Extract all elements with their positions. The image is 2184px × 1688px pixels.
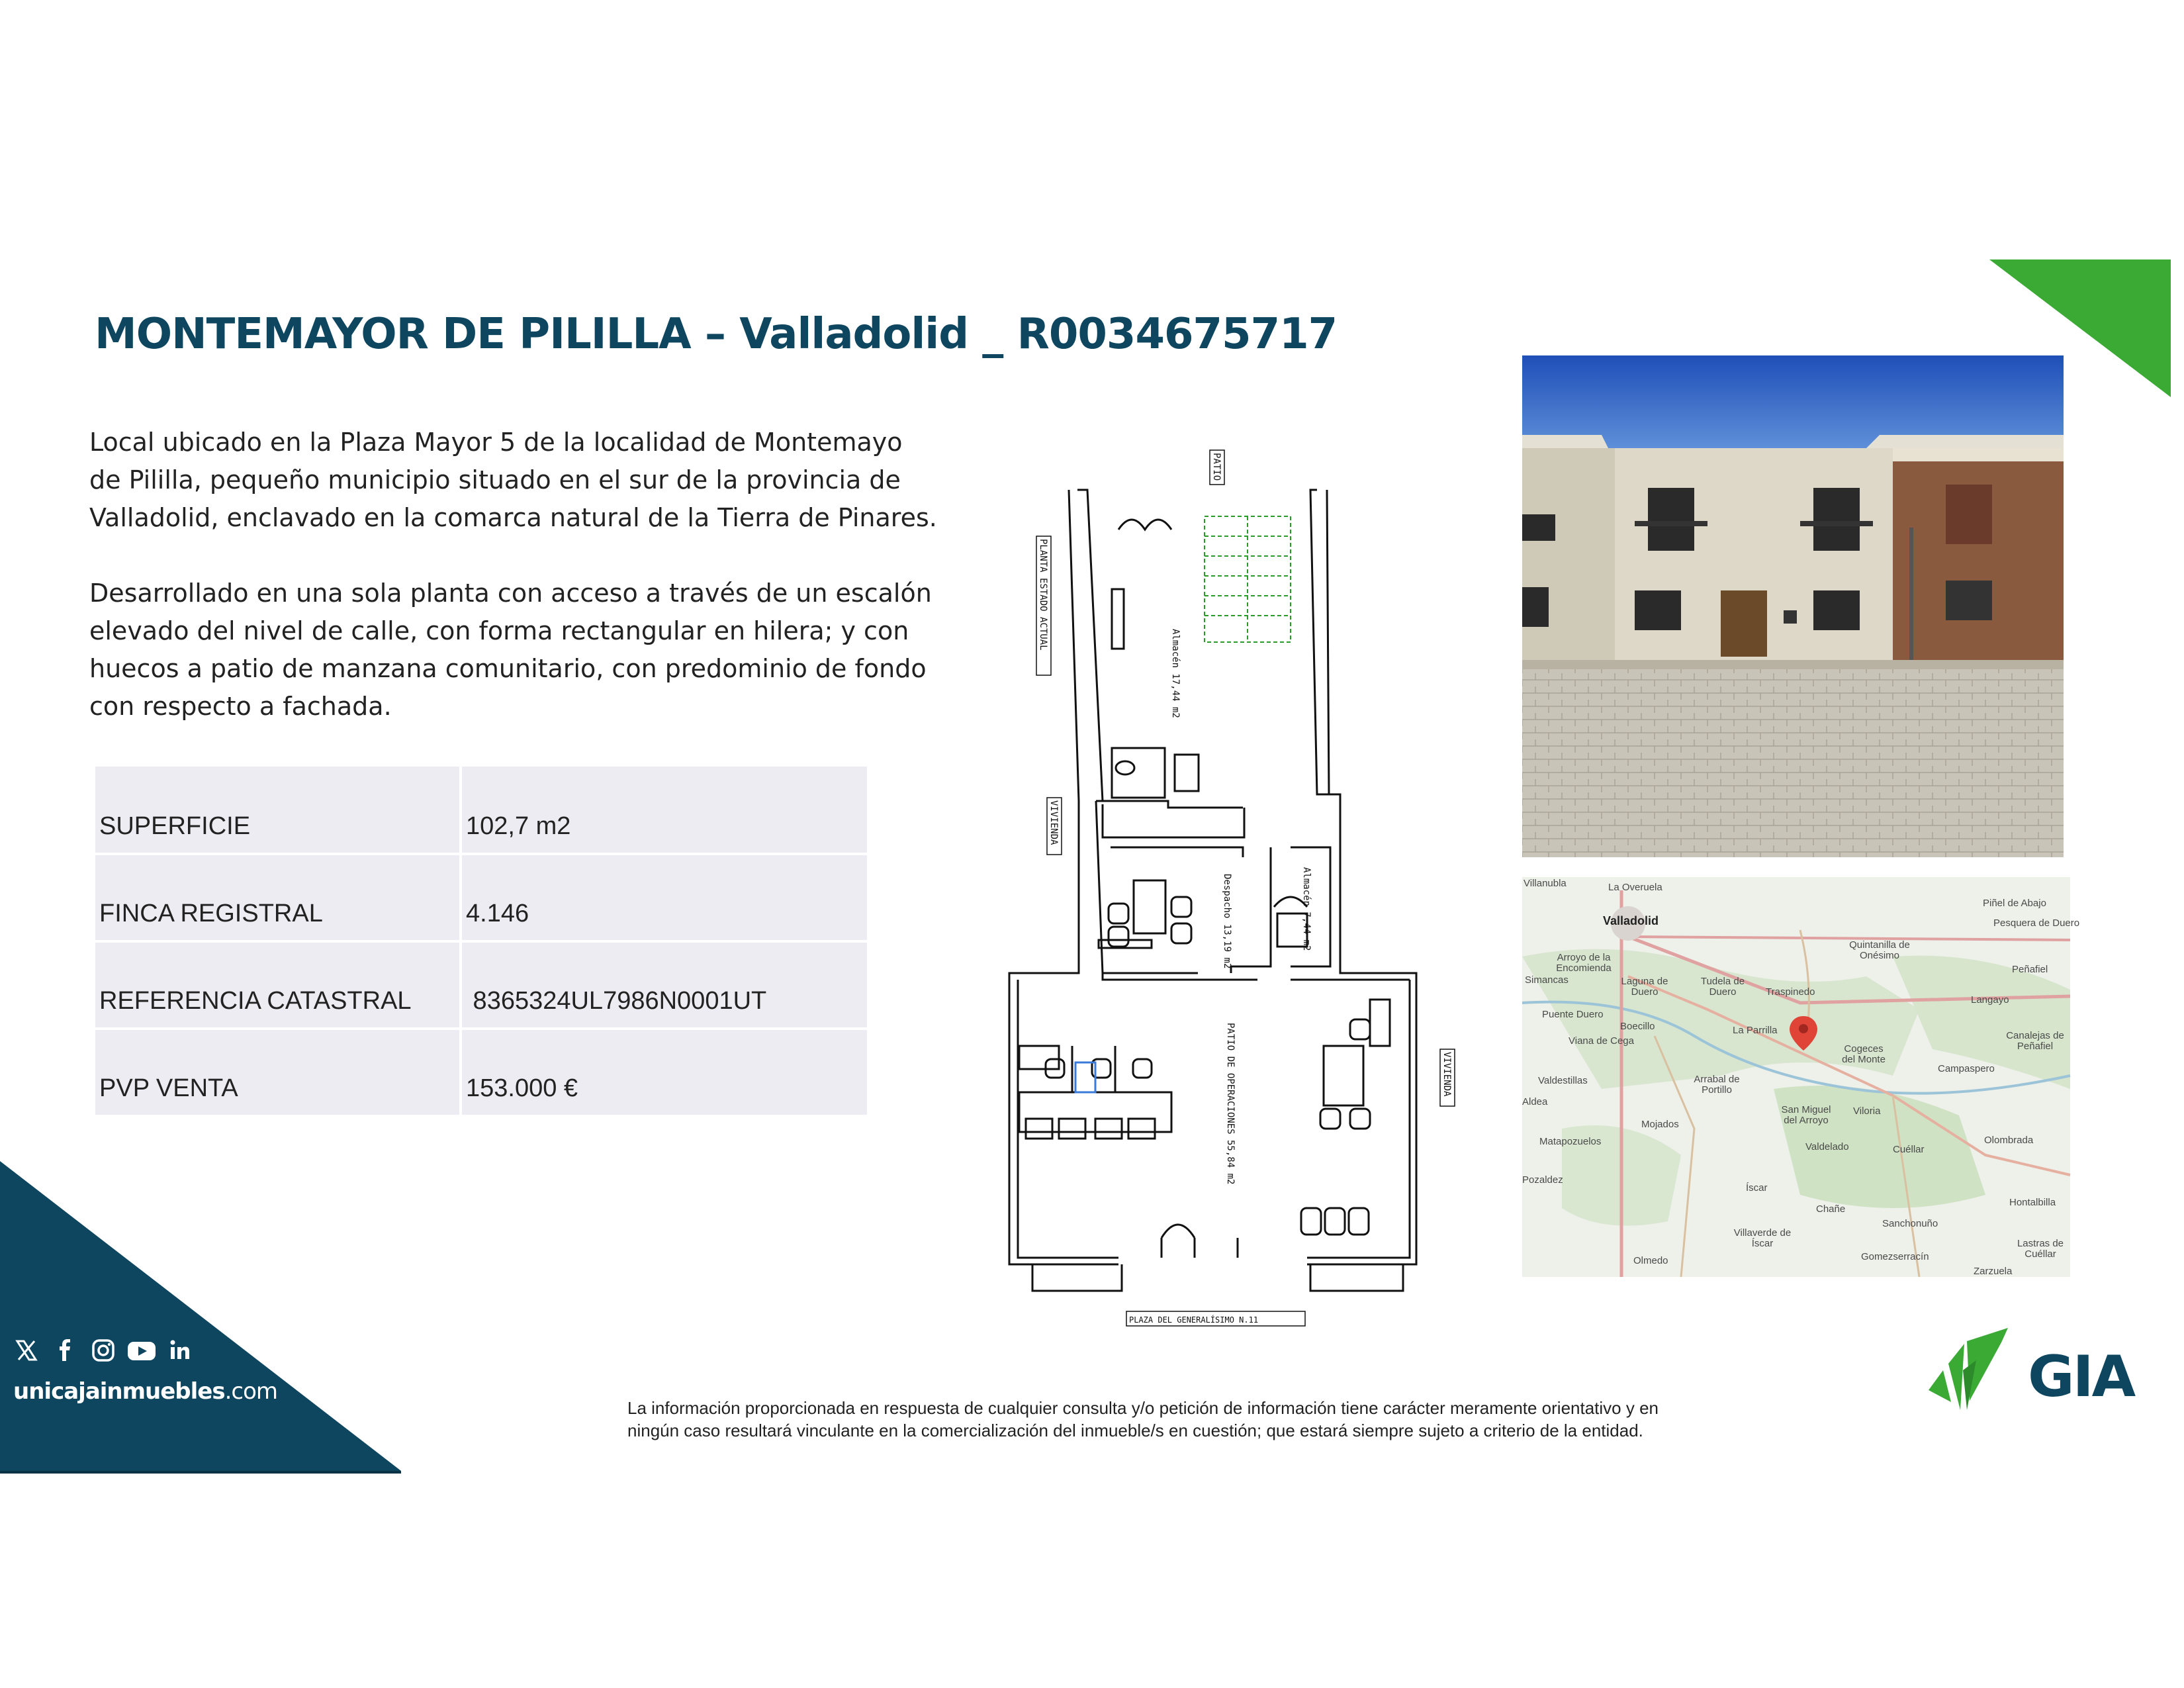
disclaimer-line: La información proporcionada en respuesta de cualquier consulta y/o petición de información tiene carácter meramente orientativo y en (627, 1398, 1659, 1418)
map-place: Valdelado (1805, 1141, 1849, 1152)
map-place: Cogeces del Monte (1842, 1043, 1886, 1065)
map-place: Villaverde de Íscar (1733, 1227, 1792, 1249)
website-link[interactable] (13, 1378, 277, 1405)
map-place: Valdestillas (1538, 1075, 1588, 1086)
map-place: Íscar (1746, 1182, 1768, 1194)
gia-logo-mark (1923, 1324, 2023, 1417)
map-place: Valladolid (1603, 914, 1659, 927)
map-base (1522, 877, 2070, 1277)
map-place: Chañe (1816, 1203, 1846, 1215)
detail-label: SUPERFICIE (95, 767, 461, 854)
detail-label: PVP VENTA (95, 1029, 461, 1116)
plan-label-almacen-2: Almacén 7,44 m2 (1301, 867, 1312, 951)
detail-value: 4.146 (461, 854, 868, 941)
plan-label-despacho: Despacho 13,19 m2 (1222, 874, 1232, 969)
map-place: Matapozuelos (1539, 1136, 1602, 1147)
detail-value: 102,7 m2 (461, 767, 868, 854)
plan-label-patio: PATIO (1211, 453, 1222, 481)
desc-line: Local ubicado en la Plaza Mayor 5 de la localidad de Montemayo (89, 428, 903, 457)
site-tld: .com (224, 1378, 278, 1405)
map-place: Simancas (1525, 974, 1569, 986)
social-links (13, 1337, 193, 1364)
map-place: Arrabal de Portillo (1694, 1074, 1740, 1096)
disclaimer-line: ningún caso resultará vinculante en la comercialización del inmueble/s en cuestión; que estará siempre sujeto a criterio de la entidad. (627, 1421, 1643, 1440)
location-map (1522, 877, 2080, 1277)
map-place: Piñel de Abajo (1983, 898, 2046, 909)
building-photo (1522, 355, 2064, 857)
map-place: Boecillo (1620, 1021, 1655, 1032)
legal-disclaimer (627, 1397, 1766, 1442)
plan-label-almacen-1: Almacén 17,44 m2 (1170, 629, 1181, 718)
map-place: Langayo (1971, 994, 2009, 1006)
plan-label-vivienda-right: VIVIENDA (1441, 1052, 1452, 1097)
youtube-icon[interactable] (128, 1337, 155, 1364)
map-place: Olmedo (1633, 1255, 1668, 1266)
gia-logo-text: GIA (2028, 1344, 2134, 1410)
map-place: Quintanilla de Onésimo (1849, 939, 1910, 961)
map-place: Traspinedo (1766, 986, 1815, 998)
map-place: Viloria (1853, 1105, 1881, 1117)
desc-line: elevado del nivel de calle, con forma rectangular en hilera; y con (89, 616, 909, 645)
plan-label-planta: PLANTA ESTADO ACTUAL (1038, 539, 1048, 651)
corner-decoration-navy (0, 0, 410, 1688)
map-place: Peñafiel (2012, 964, 2048, 975)
map-place: Gomezserracín (1861, 1251, 1929, 1262)
map-place: Puente Duero (1542, 1009, 1604, 1020)
site-name: unicajainmuebles (13, 1378, 225, 1405)
map-place: Aldea (1522, 1096, 1548, 1107)
desc-line: huecos a patio de manzana comunitario, con predominio de fondo (89, 654, 927, 683)
plan-label-patio-operaciones: PATIO DE OPERACIONES 55,84 m2 (1225, 1023, 1236, 1185)
map-place: La Overuela (1608, 882, 1662, 893)
map-place: Laguna de Duero (1621, 976, 1668, 998)
instagram-icon[interactable] (90, 1337, 116, 1364)
detail-label: REFERENCIA CATASTRAL (95, 941, 461, 1029)
desc-line: Valladolid, enclavado en la comarca natural de la Tierra de Pinares. (89, 503, 937, 532)
x-icon[interactable] (13, 1337, 40, 1364)
page-title: MONTEMAYOR DE PILILLA – Valladolid _ R0034675717 (95, 310, 1338, 359)
map-place: La Parrilla (1733, 1025, 1778, 1036)
map-place: Arroyo de la Encomienda (1556, 952, 1612, 974)
map-place: Mojados (1641, 1119, 1679, 1130)
detail-value: 8365324UL7986N0001UT (461, 941, 868, 1029)
map-place: San Miguel del Arroyo (1781, 1104, 1831, 1126)
linkedin-icon[interactable] (167, 1337, 193, 1364)
map-place: Lastras de Cuéllar (2017, 1238, 2064, 1260)
map-place: Olombrada (1984, 1135, 2034, 1146)
map-place: Pozaldez (1522, 1174, 1563, 1186)
plan-label-plaza: PLAZA DEL GENERALÍSIMO N.11 (1129, 1315, 1259, 1325)
map-place: Campaspero (1938, 1063, 1995, 1074)
desc-line: con respecto a fachada. (89, 692, 392, 721)
facebook-icon[interactable] (52, 1337, 78, 1364)
map-place: Viana de Cega (1569, 1035, 1634, 1047)
floor-plan (979, 453, 1469, 1344)
desc-line: de Pililla, pequeño municipio situado en el sur de la provincia de (89, 465, 901, 494)
map-place: Tudela de Duero (1700, 976, 1745, 998)
map-place: Villanubla (1524, 878, 1567, 889)
desc-line: Desarrollado en una sola planta con acceso a través de un escalón (89, 579, 932, 608)
detail-value: 153.000 € (461, 1029, 868, 1116)
map-place: Cuéllar (1893, 1144, 1925, 1155)
map-place: Zarzuela (1974, 1266, 2013, 1277)
map-place: Sanchonuño (1882, 1218, 1938, 1229)
gia-logo (1923, 1324, 2135, 1423)
detail-label: FINCA REGISTRAL (95, 854, 461, 941)
map-place: Pesquera de Duero (1993, 917, 2080, 929)
map-place: Hontalbilla (2009, 1197, 2056, 1208)
map-place: Canalejas de Peñafiel (2006, 1030, 2064, 1052)
plan-label-vivienda-left: VIVIENDA (1048, 800, 1059, 845)
